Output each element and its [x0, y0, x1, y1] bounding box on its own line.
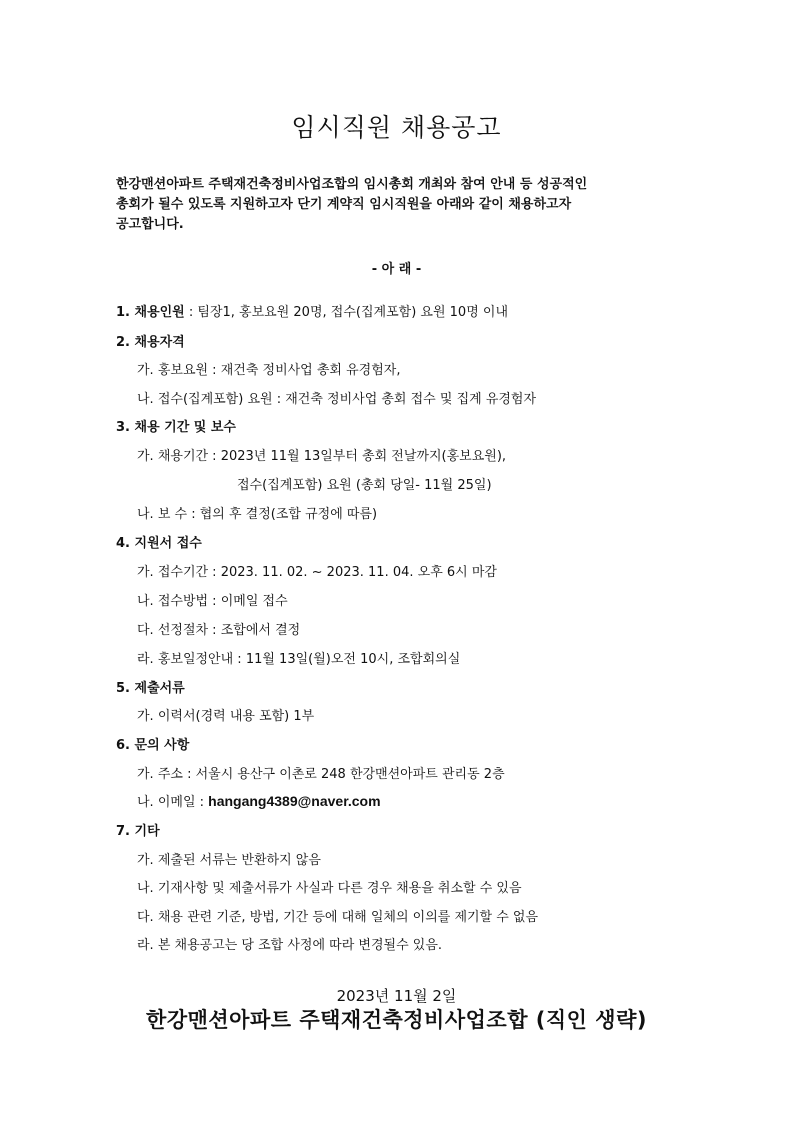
- page-title: 임시직원 채용공고: [291, 113, 502, 142]
- section-6-email-line: [137, 791, 381, 810]
- section-3-item: 나. 보 수 : 협의 후 결정(조합 규정에 따름): [137, 507, 378, 522]
- section-7-heading: 7. 기타: [116, 824, 160, 839]
- section-1: [116, 301, 508, 320]
- intro-line: 총회가 될수 있도록 지원하고자 단기 계약직 임시직원을 아래와 같이 채용하고자: [116, 197, 572, 212]
- intro-paragraph: [116, 175, 686, 235]
- notice-date: 2023년 11월 2일: [336, 987, 457, 1005]
- section-6-heading: 6. 문의 사항: [116, 738, 190, 753]
- section-4-item: 라. 홍보일정안내 : 11월 13일(월)오전 10시, 조합회의실: [137, 652, 461, 667]
- section-7-item: 나. 기재사항 및 제출서류가 사실과 다른 경우 채용을 취소할 수 있음: [137, 881, 522, 896]
- section-3-heading: 3. 채용 기간 및 보수: [116, 420, 236, 435]
- section-2-heading: 2. 채용자격: [116, 335, 185, 350]
- section-3-item: 접수(집계포함) 요원 (총회 당일- 11월 25일): [237, 478, 492, 493]
- section-4-item: 가. 접수기간 : 2023. 11. 02. ~ 2023. 11. 04. 오후 6시 마감: [137, 565, 497, 580]
- section-3-item: 가. 채용기간 : 2023년 11월 13일부터 총회 전날까지(홍보요원),: [137, 449, 507, 464]
- section-5-heading: 5. 제출서류: [116, 681, 185, 696]
- section-4-heading: 4. 지원서 접수: [116, 536, 202, 551]
- section-2-item: 나. 접수(집계포함) 요원 : 재건축 정비사업 총회 접수 및 집계 유경험자: [137, 392, 537, 407]
- section-6-item: 가. 주소 : 서울시 용산구 이촌로 248 한강맨션아파트 관리동 2층: [137, 767, 505, 782]
- section-1-heading: 1. 채용인원: [116, 305, 185, 320]
- section-7-item: 라. 본 채용공고는 당 조합 사정에 따라 변경될수 있음.: [137, 938, 443, 953]
- intro-line: 공고합니다.: [116, 217, 184, 232]
- section-5-item: 가. 이력서(경력 내용 포함) 1부: [137, 709, 315, 724]
- contact-email: hangang4389@naver.com: [208, 793, 381, 809]
- intro-line: 한강맨션아파트 주택재건축정비사업조합의 임시총회 개최와 참여 안내 등 성공적인: [116, 177, 588, 192]
- section-1-text: : 팀장1, 홍보요원 20명, 접수(집계포함) 요원 10명 이내: [184, 305, 508, 320]
- section-2-item: 가. 홍보요원 : 재건축 정비사업 총회 유경험자,: [137, 363, 401, 378]
- organization-signature: 한강맨션아파트 주택재건축정비사업조합 (직인 생략): [146, 1008, 647, 1032]
- section-7-item: 다. 채용 관련 기준, 방법, 기간 등에 대해 일체의 이의를 제기할 수 없음: [137, 910, 539, 925]
- section-7-item: 가. 제출된 서류는 반환하지 않음: [137, 853, 321, 868]
- email-label: 나. 이메일 :: [137, 795, 209, 810]
- section-4-item: 나. 접수방법 : 이메일 접수: [137, 594, 288, 609]
- section-divider-label: - 아 래 -: [371, 262, 422, 277]
- section-4-item: 다. 선정절차 : 조합에서 결정: [137, 623, 301, 638]
